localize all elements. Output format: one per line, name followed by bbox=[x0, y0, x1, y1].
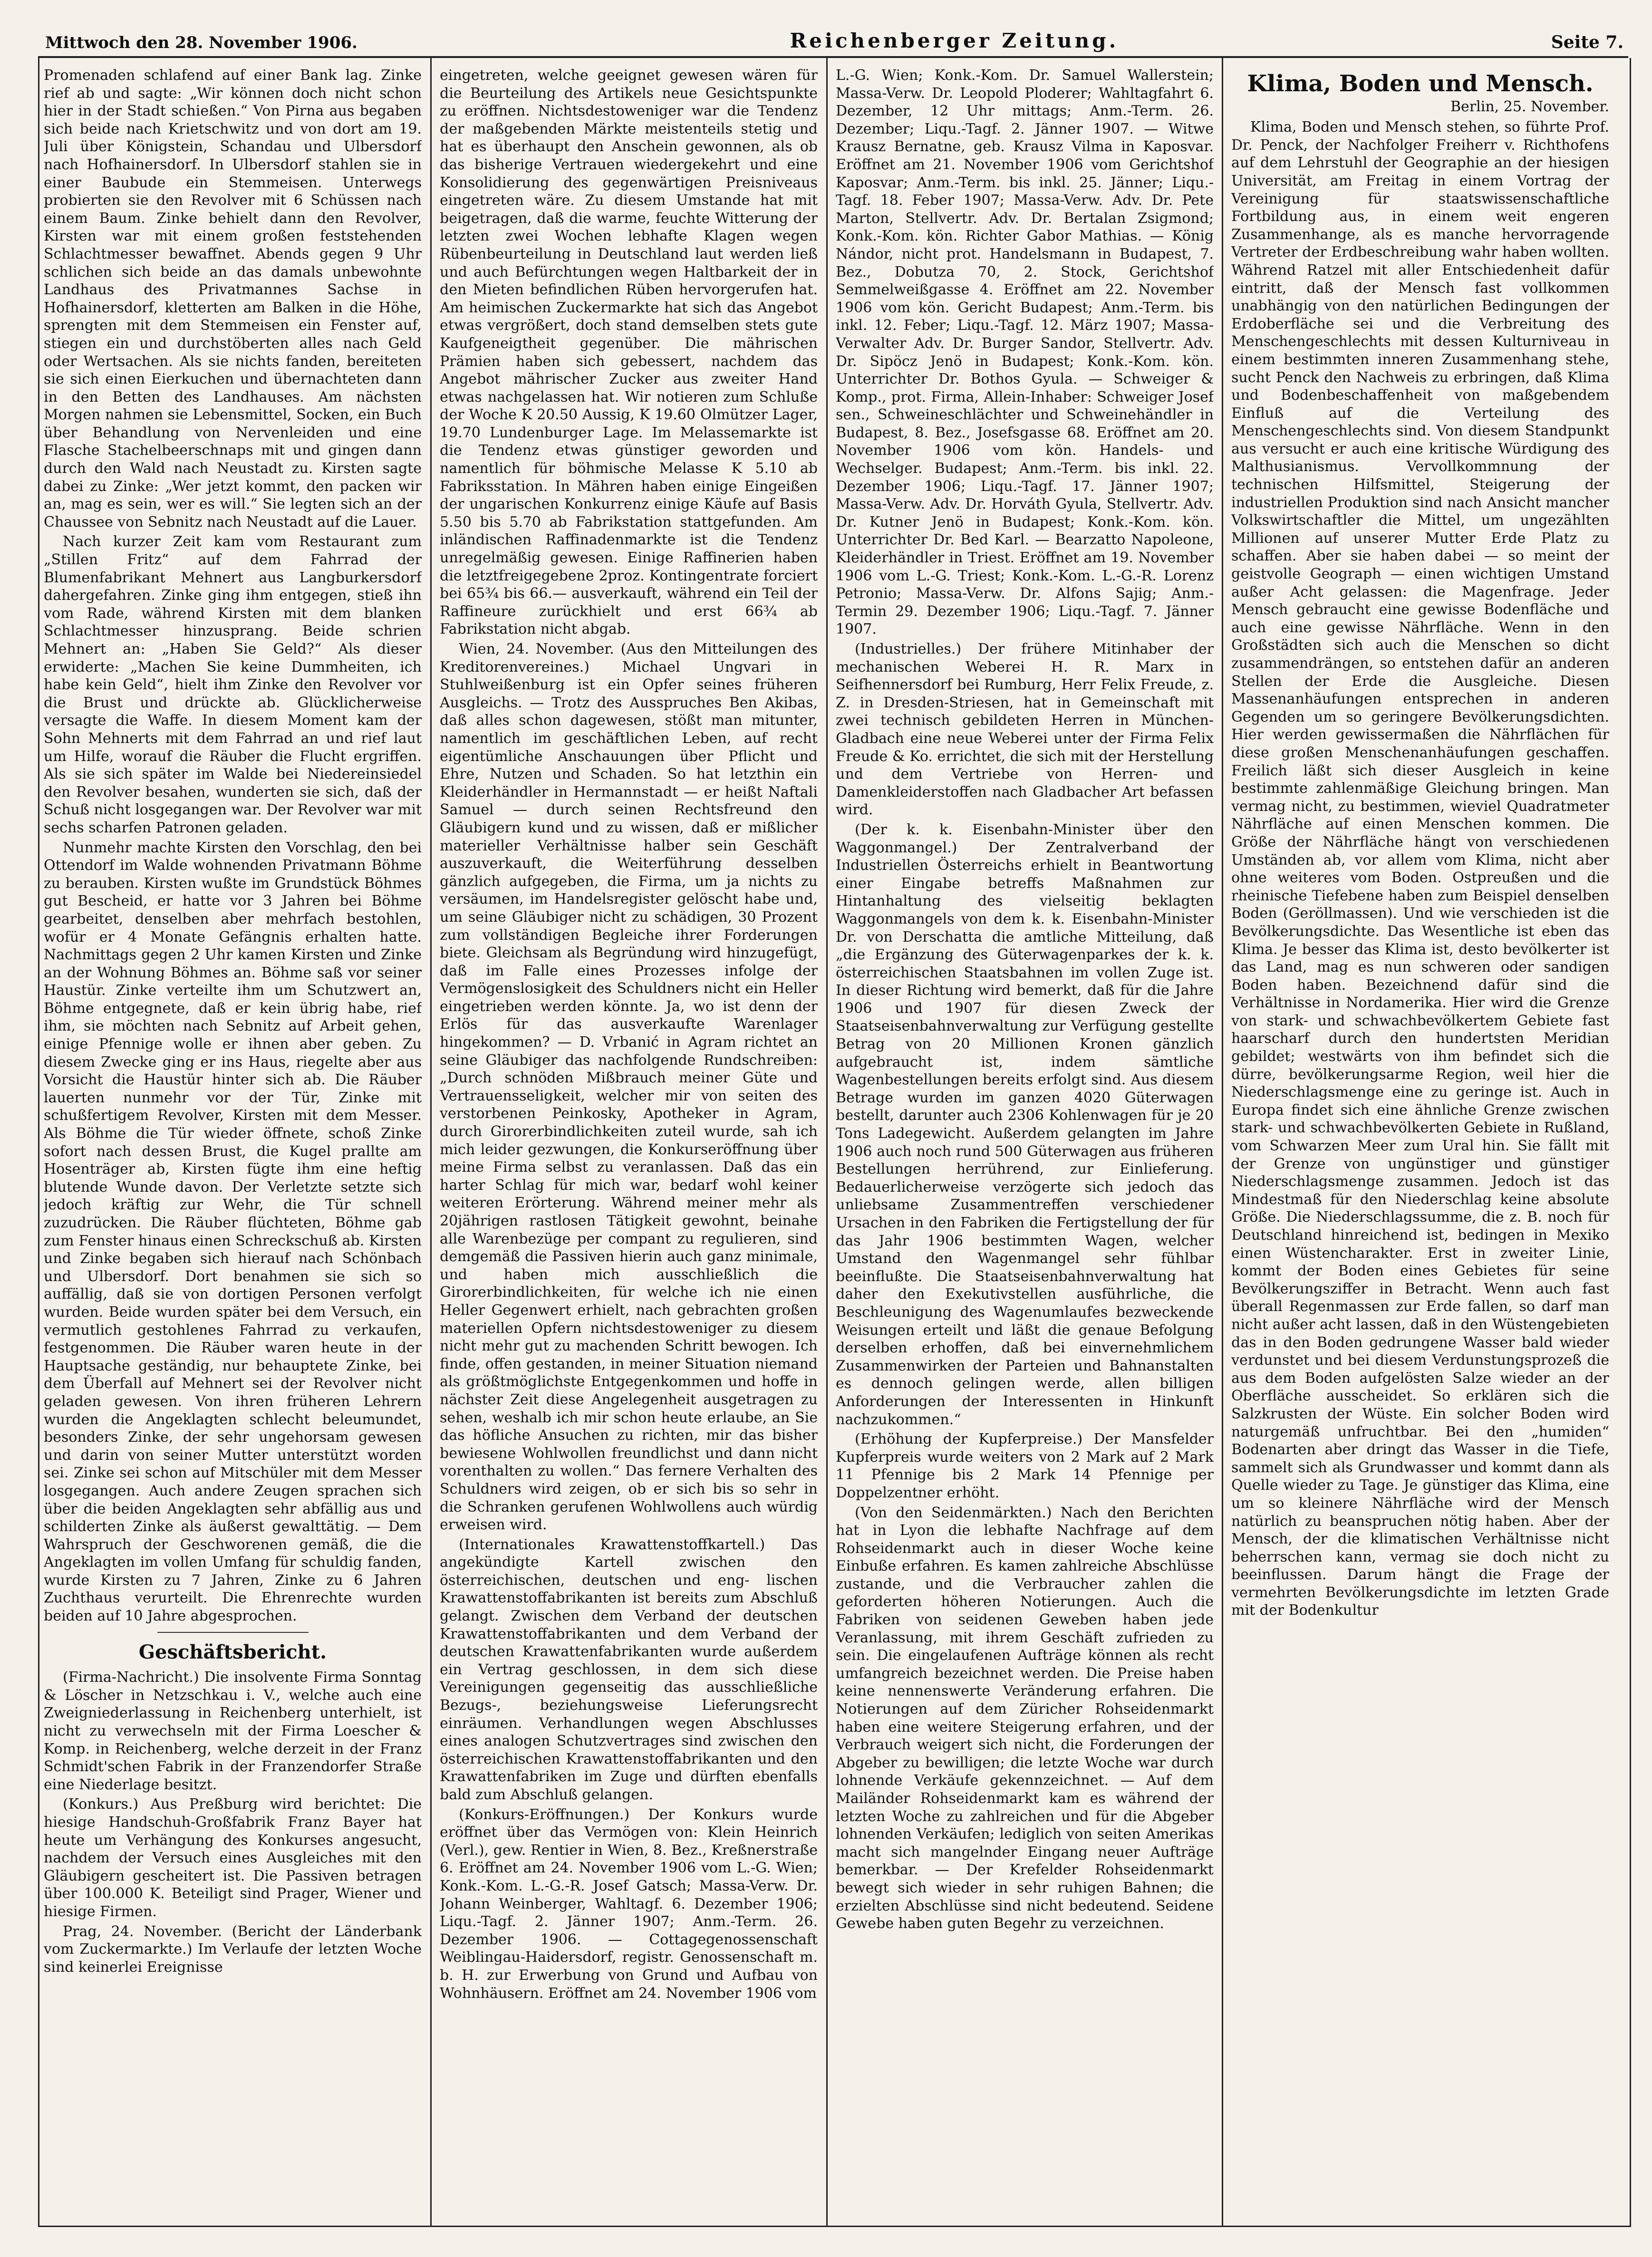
news-item: (Konkurs.) Aus Preßburg wird berichtet: Die hiesige Handschuh-Großfabrik Franz Bayer hat heute um Verhängung des Konkurses angesucht, nachdem der Versuch eines Ausgleiches mit den Gläubigern gescheitert ist. Die Passiven betragen über 100.000 K. Beteiligt sind Prager, Wiener und hiesige Firmen. bbox=[44, 1796, 422, 1920]
news-item: (Internationales Krawattenstoffkartell.) Das angekündigte Kartell zwischen den österreichischen, deutschen und eng- lischen Krawattenstoffabrikanten ist bereits zum Abschluß gelangt. Zwischen dem Verband der deutschen Krawattenstoffabrikanten und dem Verband der deutschen Krawattenfabrikanten wurde außerdem ein Vertrag geschlossen, in dem sich diese Vereinigungen gegenseitig das ausschließliche Bezugs-, beziehungsweise Lieferungsrecht einräumen. Verhandlungen wegen Abschlusses eines analogen Schutzvertrages sind zwischen den österreichischen Krawattenstoffabrikanten und den Krawattenfabriken im Zuge und dürften ebenfalls bald zum Abschluß gelangen. bbox=[440, 1536, 818, 1803]
issue-date: Mittwoch den 28. November 1906. bbox=[45, 33, 357, 52]
news-item: (Von den Seidenmärkten.) Nach den Berichten hat in Lyon die lebhafte Nachfrage auf dem Rohseidenmarkt auch in dieser Woche keine Einbuße erfahren. Es kamen zahlreiche Abschlüsse zustande, und die Verbraucher zahlen die geforderten höheren Notierungen. Auch die Fabriken von seidenen Geweben haben jede Veranlassung, mit ihrem Geschäft zufrieden zu sein. Die eingelaufenen Aufträge können als recht umfangreich bezeichnet werden. Die Preise haben keine nennenswerte Veränderung erfahren. Die Notierungen auf dem Züricher Rohseidenmarkt haben eine weitere Steigerung erfahren, und der Verbrauch weigert sich nicht, die Forderungen der Abgeber zu bewilligen; die letzte Woche war durch lohnende Verkäufe gekennzeichnet. — Auf dem Mailänder Rohseidenmarkt kam es während der letzten Woche zu zahlreichen und für die Abgeber lohnenden Verkäufen; lediglich von seiten Amerikas macht sich mangelnder Eingang neuer Aufträge bemerkbar. — Der Krefelder Rohseidenmarkt bewegt sich wieder in sehr ruhigen Bahnen; die erzielten Abschlüsse sind nicht bedeutend. Seidene Gewebe haben guten Begehr zu verzeichnen. bbox=[836, 1504, 1214, 1932]
column-rule bbox=[826, 58, 828, 2226]
column-rule bbox=[430, 58, 432, 2226]
article-paragraph: Nach kurzer Zeit kam vom Restaurant zum „Stillen Fritz“ auf dem Fahrrad der Blumenfabrikant Mehnert aus Langburkersdorf dahergefahren. Zinke ging ihm entgegen, stieß ihn vom Rade, während Kirsten mit dem blanken Schlachtmesser hinzusprang. Beide schrien Mehnert an: „Haben Sie Geld?“ Als dieser erwiderte: „Machen Sie keine Dummheiten, ich habe kein Geld“, hielt ihm Zinke den Revolver vor die Brust und drückte ab. Glücklicherweise versagte die Waffe. In diesem Moment kam der Sohn Mehnerts mit dem Fahrrad an und rief laut um Hilfe, worauf die Räuber die Flucht ergriffen. Als sie sich später im Walde bei Niedereinsiedel den Revolver besahen, wunderten sie sich, daß der Schuß nicht losgegangen war. Der Revolver war mit sechs scharfen Patronen geladen. bbox=[44, 533, 422, 836]
news-item: (Erhöhung der Kupferpreise.) Der Mansfelder Kupferpreis wurde weiters von 2 Mark auf 2 Mark 11 Pfennige bis 2 Mark 14 Pfennige per Doppelzentner erhöht. bbox=[836, 1431, 1214, 1501]
column-rule bbox=[1222, 58, 1223, 2226]
dateline: Berlin, 25. November. bbox=[1450, 98, 1609, 115]
news-item: Wien, 24. November. (Aus den Mitteilungen des Kreditorenvereines.) Michael Ungvari in Stuhlweißenburg ist ein Opfer seines früheren Ausgleichs. — Trotz des Ausspruches Ben Akibas, daß alles schon dagewesen, stößt man mitunter, namentlich im geschäftlichen Leben, auf recht eigentümliche Anschauungen über Pflicht und Ehre, Nutzen und Schaden. So hat letzthin ein Kleiderhändler in Hermannstadt — er heißt Naftali Samuel — durch seinen Rechtsfreund den Gläubigern kund und zu wissen, daß er mißlicher materieller Verhältnisse halber sein Geschäft auszuverkauft, die Weiterführung desselben gänzlich aufgegeben, die Firma, um ja nichts zu versäumen, im Handelsregister gelöscht habe und, um seine Gläubiger nicht zu schädigen, 30 Prozent zum vollständigen Begleiche ihrer Forderungen biete. Gleichsam als Begründung wird hinzugefügt, daß im Falle eines Prozesses infolge der Vermögenslosigkeit des Schuldners nicht ein Heller eingetrieben werden könnte. Ja, wo ist denn der Erlös für das ausverkaufte Warenlager hingekommen? — D. Vrbanić in Agram richtet an seine Gläubiger das nachfolgende Rundschreiben: „Durch schnöden Mißbrauch meiner Güte und Vertrauensseligkeit, welcher mir von seiten des verstorbenen Peinkosky, Apotheker in Agram, durch Girorerbindlichkeiten zuteil wurde, sah ich mich leider gezwungen, die Konkurseröffnung über meine Firma selbst zu veranlassen. Daß das ein harter Schlag für mich war, bedarf wohl keiner weiteren Erörterung. Während meiner mehr als 20jährigen rastlosen Tätigkeit gewohnt, beinahe alle Warenbezüge per compant zu regulieren, sind demgemäß die Passiven hierin auch ganz minimale, und haben mich ausschließlich die Girorerbindlichkeiten, für welche ich nie einen Heller Gegenwert erhielt, nach gebrachten großen materiellen Opfern nichtsdestoweniger zu diesem nicht mehr gut zu machenden Schritt bewogen. Ich finde, offen gestanden, in meiner Situation niemand als größtmöglichste Entgegenkommen und hoffe in nächster Zeit diese Angelegenheit ausgetragen zu sehen, weshalb ich mir schon heute erlaube, an Sie das höfliche Ansuchen zu richten, mir das bisher bewiesene Wohlwollen freundlichst und dann nicht vorenthalten zu wollen.“ Das fernere Verhalten des Schuldners wird zeigen, ob er sich bis so sehr in die Schranken gerufenen Wohlwollens auch würdig erweisen wird. bbox=[440, 641, 818, 1534]
column-3 bbox=[836, 67, 1214, 2206]
news-item: (Firma-Nachricht.) Die insolvente Firma Sonntag & Löscher in Netzschkau i. V., welche auch eine Zweigniederlassung in Reichenberg unterhielt, ist nicht zu verwechseln mit der Firma Loescher & Komp. in Reichenberg, welche derzeit in der Franz Schmidt'schen Fabrik in der Franzendorfer Straße eine Niederlage besitzt. bbox=[44, 1669, 422, 1793]
section-heading: Geschäftsbericht. bbox=[138, 1640, 327, 1663]
news-item: (Der k. k. Eisenbahn-Minister über den Waggonmangel.) Der Zentralverband der Industriellen Österreichs erhielt in Beantwortung einer Eingabe betreffs Maßnahmen zur Hintanhaltung des vielseitig beklagten Waggonmangels von dem k. k. Eisenbahn-Minister Dr. von Derschatta die amtliche Mitteilung, daß „die Ergänzung des Güterwagenparkes der k. k. österreichischen Staatsbahnen im vollen Zuge ist. In dieser Richtung wird bemerkt, daß für die Jahre 1906 und 1907 für diesen Zweck der Staatseisenbahnverwaltung zur Verfügung gestellte Betrag von 20 Millionen Kronen gänzlich aufgebraucht ist, indem sämtliche Wagenbestellungen bereits erfolgt sind. Aus diesem Betrage wurden im ganzen 4020 Güterwagen bestellt, darunter auch 2306 Kohlenwagen für je 20 Tons Ladegewicht. Außerdem gelangten im Jahre 1906 auch noch rund 500 Güterwagen aus früheren Bestellungen herrührend, zur Einlieferung. Bedauerlicherweise verzögerte sich jedoch das unliebsame Zusammentreffen verschiedener Ursachen in den Fabriken die Fertigstellung der für das Jahr 1906 bestimmten Wagen, welcher Umstand den Wagenmangel sehr fühlbar beeinflußte. Die Staatseisenbahnverwaltung hat daher den Exekutivstellen ausführliche, die Beschleunigung des Wagenumlaufes bezweckende Weisungen erteilt und läßt die genaue Befolgung derselben erhoffen, daß bei einvernehmlichem Zusammenwirken der Parteien und Bahnanstalten es dennoch gelingen werde, allen billigen Anforderungen der Interessenten in Hinkunft nachzukommen.“ bbox=[836, 821, 1214, 1428]
article-paragraph: Promenaden schlafend auf einer Bank lag. Zinke rief ab und sagte: „Wir können doch nicht schon hier in der Stadt schießen.“ Von Pirna aus begaben sich beide nach Krietschwitz und von dort am 19. Juli über Königstein, Schandau und Ulbersdorf nach Hofhainersdorf. In Ulbersdorf stahlen sie in einer Baubude ein Stemmeisen. Unterwegs probierten sie den Revolver mit 6 Schüssen nach einem Baum. Zinke behielt dann den Revolver, Kirsten war mit einem großen feststehenden Schlachtmesser bewaffnet. Abends gegen 9 Uhr schlichen sich beide an das damals unbewohnte Landhaus des Privatmannes Sachse in Hofhainersdorf, kletterten am Balken in die Höhe, sprengten mit dem Stemmeisen ein Fenster auf, stiegen ein und durchstöberten alles nach Geld oder Wertsachen. Als sie nichts fanden, bereiteten sie sich einen Eierkuchen und übernachteten dann in den Betten des Landhauses. Am nächsten Morgen nahmen sie Lebensmittel, Socken, ein Buch über Behandlung von Nervenleiden und eine Flasche Stachelbeerschnaps mit und gingen dann durch den Wald nach Neustadt zu. Kirsten sagte dabei zu Zinke: „Wer jetzt kommt, den packen wir an, mag es sein, wer es will.“ Sie legten sich an der Chaussee von Sebnitz nach Neustadt auf die Lauer. bbox=[44, 67, 422, 530]
column-2 bbox=[440, 67, 818, 2206]
article-paragraph: L.-G. Wien; Konk.-Kom. Dr. Samuel Wallerstein; Massa-Verw. Dr. Leopold Ploderer; Wahltagfahrt 6. Dezember, 12 Uhr mittags; Anm.-Term. 26. Dezember; Liqu.-Tagf. 2. Jänner 1907. — Witwe Krausz Bernatne, geb. Krausz Vilma in Kaposvar. Eröffnet am 21. November 1906 vom Gerichtshof Kaposvar; Anm.-Term. bis inkl. 25. Jänner; Liqu.-Tagf. 18. Feber 1907; Massa-Verw. Adv. Dr. Pete Marton, Stellvertr. Adv. Dr. Bertalan Zsigmond; Konk.-Kom. kön. Richter Gabor Mathias. — König Nándor, nicht prot. Handelsmann in Budapest, 7. Bez., Dobutza 70, 2. Stock, Gerichtshof Semmelweißgasse 4. Eröffnet am 22. November 1906 vom kön. Gericht Budapest; Anm.-Term. bis inkl. 12. Feber; Liqu.-Tagf. 12. März 1907; Massa-Verwalter Adv. Dr. Burger Sandor, Stellvertr. Adv. Dr. Sipöcz Jenö in Budapest; Konk.-Kom. kön. Unterrichter Dr. Bothos Gyula. — Schweiger & Komp., prot. Firma, Allein-Inhaber: Schweiger Josef sen., Schweineschlächter und Schweinehändler in Budapest, 8. Bez., Josefsgasse 68. Eröffnet am 20. November 1906 vom kön. Handels- und Wechselger. Budapest; Anm.-Term. bis inkl. 22. Dezember 1906; Liqu.-Tagf. 17. Jänner 1907; Massa-Verw. Adv. Dr. Horváth Gyula, Stellvertr. Adv. Dr. Kutner Jenö in Budapest; Konk.-Kom. kön. Unterrichter Dr. Bed Karl. — Bearzatto Napoleone, Kleiderhändler in Triest. Eröffnet am 19. November 1906 vom L.-G. Triest; Konk.-Kom. L.-G.-R. Lorenz Petronio; Massa-Verw. Dr. Alfons Sajig; Anm.-Termin 29. Dezember 1906; Liqu.-Tagf. 7. Jänner 1907. bbox=[836, 67, 1214, 638]
news-item: (Industrielles.) Der frühere Mitinhaber der mechanischen Weberei H. R. Marx in Seifhennersdorf bei Rumburg, Herr Felix Freude, z. Z. in Dresden-Striesen, hat in Gemeinschaft mit zwei technisch gebildeten Herren in München-Gladbach eine neue Weberei unter der Firma Felix Freude & Ko. errichtet, die sich mit der Herstellung und dem Vertriebe von Herren- und Damenkleiderstoffen nach Gladbacher Art befassen wird. bbox=[836, 641, 1214, 819]
article-title: Klima, Boden und Mensch. bbox=[1247, 70, 1594, 97]
page-header bbox=[45, 23, 1623, 52]
column-4 bbox=[1231, 67, 1609, 2206]
article-paragraph: eingetreten, welche geeignet gewesen wären für die Beurteilung des Artikels neue Gesichtspunkte zu eröffnen. Nichtsdestoweniger war die Tendenz der maßgebenden Märkte meistenteils stetig und hat es überhaupt den Anschein gewonnen, als ob das bisherige Vertrauen wiedergekehrt und eine Konsolidierung des gegenwärtigen Preisniveaus eingetreten wäre. Zu diesem Umstande hat mit beigetragen, daß die warme, feuchte Witterung der letzten zwei Wochen lebhafte Klagen wegen Rübenbeurteilung in Deutschland laut werden ließ und auch Befürchtungen wegen Haltbarkeit der in den Mieten befindlichen Rüben hervorgerufen hat. Am heimischen Zuckermarkte hat sich das Angebot etwas vergrößert, doch stand demselben stets gute Kaufgeneigtheit gegenüber. Die mährischen Prämien haben sich gebessert, nachdem das Angebot mährischer Zucker aus zweiter Hand etwas nachgelassen hat. Wir notieren zum Schluße der Woche K 20.50 Aussig, K 19.60 Olmützer Lager, 19.70 Lundenburger Lage. Im Melassemarkte ist die Tendenz etwas günstiger geworden und namentlich für böhmische Melasse K 5.10 ab Fabriksstation. In Mähren haben einige Eingeißen der ungarischen Konkurrenz einige Käufe auf Basis 5.50 bis 5.70 ab Fabrikstation stattgefunden. Am inländischen Raffinadenmarkte ist die Tendenz unregelmäßig gewesen. Einige Raffinerien haben die letztfreigegebene 2proz. Kontingentrate forciert bei 65¾ bis 66.— ausverkauft, während ein Teil der Raffineure zurückhielt und erst 66¾ ab Fabrikstation nicht abgab. bbox=[440, 67, 818, 638]
article-paragraph: Nunmehr machte Kirsten den Vorschlag, den bei Ottendorf im Walde wohnenden Privatmann Böhme zu berauben. Kirsten wußte im Grundstück Böhmes gut Bescheid, er hatte vor 3 Jahren bei Böhme gearbeitet, denselben aber mehrfach bestohlen, wofür er 4 Monate Gefängnis erhalten hatte. Nachmittags gegen 2 Uhr kamen Kirsten und Zinke an der Wohnung Böhmes an. Böhme saß vor seiner Haustür. Zinke verteilte ihm um Schutzwert an, Böhme entgegnete, daß er kein übrig habe, rief ihm, sie möchten nach Sebnitz auf Arbeit gehen, einige Pfennige wolle er ihnen aber geben. Zu diesem Zwecke ging er ins Haus, riegelte aber aus Vorsicht die Haustür hinter sich ab. Die Räuber lauerten nunmehr vor der Tür, Zinke mit schußfertigem Revolver, Kirsten mit dem Messer. Als Böhme die Tür wieder öffnete, schoß Zinke sofort nach dessen Brust, die Kugel prallte am Hosenträger ab, Kirsten fügte ihm eine heftig blutende Wunde davon. Der Verletzte setzte sich jedoch kräftig zur Wehr, die Tür schnell zuzudrücken. Die Räuber flüchteten, Böhme gab zum Fenster hinaus einen Schreckschuß ab. Kirsten und Zinke begaben sich hierauf nach Schönbach und Ulbersdorf. Dort benahmen sie sich so auffällig, daß sie von dortigen Personen verfolgt wurden. Beide wurden später bei dem Versuch, ein vermutlich gestohlenes Fahrrad zu verkaufen, festgenommen. Die Räuber waren heute in der Hauptsache geständig, nur behauptete Zinke, bei dem Überfall auf Mehnert sei der Revolver nicht geladen gewesen. Von ihren früheren Lehrern wurden die Angeklagten schlecht beleumundet, besonders Zinke, der sehr ungehorsam gewesen und darin von seiner Mutter unterstützt worden sei. Zinke sei schon auf Mitschüler mit dem Messer losgegangen. Auch andere Zeugen sprachen sich über die beiden Angeklagten sehr abfällig aus und schilderten Zinke als äußerst gewalttätig. — Dem Wahrspruch der Geschworenen gemäß, die die Angeklagten im vollen Umfang für schuldig fanden, wurde Kirsten zu 7 Jahren, Zinke zu 6 Jahren Zuchthaus verurteilt. Die Ehrenrechte wurden beiden auf 10 Jahre abgesprochen. bbox=[44, 839, 422, 1625]
page-number: Seite 7. bbox=[1551, 32, 1623, 52]
divider bbox=[157, 1632, 309, 1633]
news-item: Prag, 24. November. (Bericht der Länderbank vom Zuckermarkte.) Im Verlaufe der letzten Woche sind keinerlei Ereignisse bbox=[44, 1923, 422, 1976]
masthead: Reichenberger Zeitung. bbox=[790, 29, 1119, 52]
article-paragraph: Klima, Boden und Mensch stehen, so führte Prof. Dr. Penck, der Nachfolger Freiherr v. Richthofens auf dem Lehrstuhl der Geographie an der hiesigen Universität, am Freitag in einem Vortrag der Vereinigung für staatswissenschaftliche Fortbildung aus, in einem weit engeren Zusammenhange, als es manche hervorragende Vertreter der Erdbeschreibung wahr haben wollten. Während Ratzel mit aller Entschiedenheit dafür eintritt, daß der Mensch fast vollkommen unabhängig von den natürlichen Bedingungen der Erdoberfläche sei und die Verbreitung des Menschengeschlechts mit dessen Kulturniveau in einem bestimmten inneren Zusammenhang stehe, sucht Penck den Nachweis zu erbringen, daß Klima und Bodenbeschaffenheit von maßgebendem Einfluß auf die Verteilung des Menschengeschlechts sind. Von diesem Standpunkt aus versucht er auch eine kritische Würdigung des Malthusianismus. Vervollkommnung der technischen Hilfsmittel, Steigerung der industriellen Produktion sind nach Ansicht mancher Volkswirtschaftler die Mittel, um ungezählten Millionen auf unserer Mutter Erde Platz zu schaffen. Aber sie haben dabei — so meint der geistvolle Geograph — einen wichtigen Umstand außer Acht gelassen: die Magenfrage. Jeder Mensch gebraucht eine gewisse Bodenfläche und auch eine gewisse Nährfläche. Wenn in den Großstädten sich auch die Menschen so dicht zusammendrängen, so entstehen dafür an anderen Stellen der Erde die Ausgleiche. Diesen Massenanhäufungen entsprechen in anderen Gegenden um so geringere Bevölkerungsdichten. Hier werden gewissermaßen die Nährflächen für diese großen Menschenanhäufungen geschaffen. Freilich läßt sich dieser Ausgleich in keine bestimmte zahlenmäßige Gleichung bringen. Man vermag nicht, zu bestimmen, wieviel Quadratmeter Nährfläche auf einen Menschen kommen. Die Größe der Nährfläche hängt von verschiedenen Umständen ab, vor allem vom Klima, nicht aber ohne weiteres vom Boden. Ostpreußen und die rheinische Tiefebene haben zum Beispiel denselben Boden (Geröllmassen). Und wie verschieden ist die Bevölkerungsdichte. Das Wesentliche ist eben das Klima. Je besser das Klima ist, desto bevölkerter ist das Land, mag es nun schweren oder sandigen Boden haben. Bezeichnend dafür sind die Verhältnisse in Nordamerika. Hier wird die Grenze von stark- und schwachbevölkertem Gebiete fast haarscharf durch den hundertsten Meridian gebildet; westwärts von ihm befindet sich die dürre, bevölkerungsarme Region, weil hier die Niederschlagsmenge eine zu geringe ist. Auch in Europa findet sich eine ähnliche Grenze zwischen stark- und schwachbevölkerten Gebiete in Rußland, vom Schwarzen Meer zum Ural hin. Sie fällt mit der Grenze von ungünstiger und günstiger Niederschlagsmenge zusammen. Jedoch ist das Mindestmaß für den Niederschlag keine absolute Größe. Die Niederschlagssumme, die z. B. noch für Deutschland hinreichend ist, bedingen in Mexiko einen Wüstencharakter. Erst in zweiter Linie, kommt der Boden eines Gebietes für seine Bevölkerungsziffer in Betracht. Wenn auch fast überall Regenmassen zur Erde fallen, so darf man nicht außer acht lassen, daß in den Wüstengebieten das in den Boden gedrungene Wasser bald wieder verdunstet und bei diesem Verdunstungsprozeß die aus dem Boden aufgelösten Salze wieder an der Oberfläche ausscheidet. So erklären sich die Salzkrusten der Wüste. Ein solcher Boden wird naturgemäß unfruchtbar. Bei den „humiden“ Bodenarten aber dringt das Wasser in die Tiefe, sammelt sich als Grundwasser und kommt dann als Quelle wieder zu Tage. Je günstiger das Klima, eine um so kleinere Nährfläche wird der Mensch natürlich zu beanspruchen nötig haben. Aber der Mensch, der die klimatischen Verhältnisse nicht beherrschen kann, vermag sie doch nicht zu beeinflussen. Darum hängt die Frage der vermehrten Bevölkerungsdichte im letzten Grade mit der Bodenkultur bbox=[1231, 119, 1609, 1619]
news-item: (Konkurs-Eröffnungen.) Der Konkurs wurde eröffnet über das Vermögen von: Klein Heinrich (Verl.), gew. Rentier in Wien, 8. Bez., Kreßnerstraße 6. Eröffnet am 24. November 1906 vom L.-G. Wien; Konk.-Kom. L.-G.-R. Josef Gatsch; Massa-Verw. Dr. Johann Weinberger, Wahltagf. 6. Dezember 1906; Liqu.-Tagf. 2. Jänner 1907; Anm.-Term. 26. Dezember 1906. — Cottagegenossenschaft Weiblingau-Haidersdorf, registr. Genossenschaft m. b. H. zur Erwerbung von Grund und Aufbau von Wohnhäusern. Eröffnet am 24. November 1906 vom bbox=[440, 1806, 818, 2002]
column-1 bbox=[44, 67, 422, 2206]
